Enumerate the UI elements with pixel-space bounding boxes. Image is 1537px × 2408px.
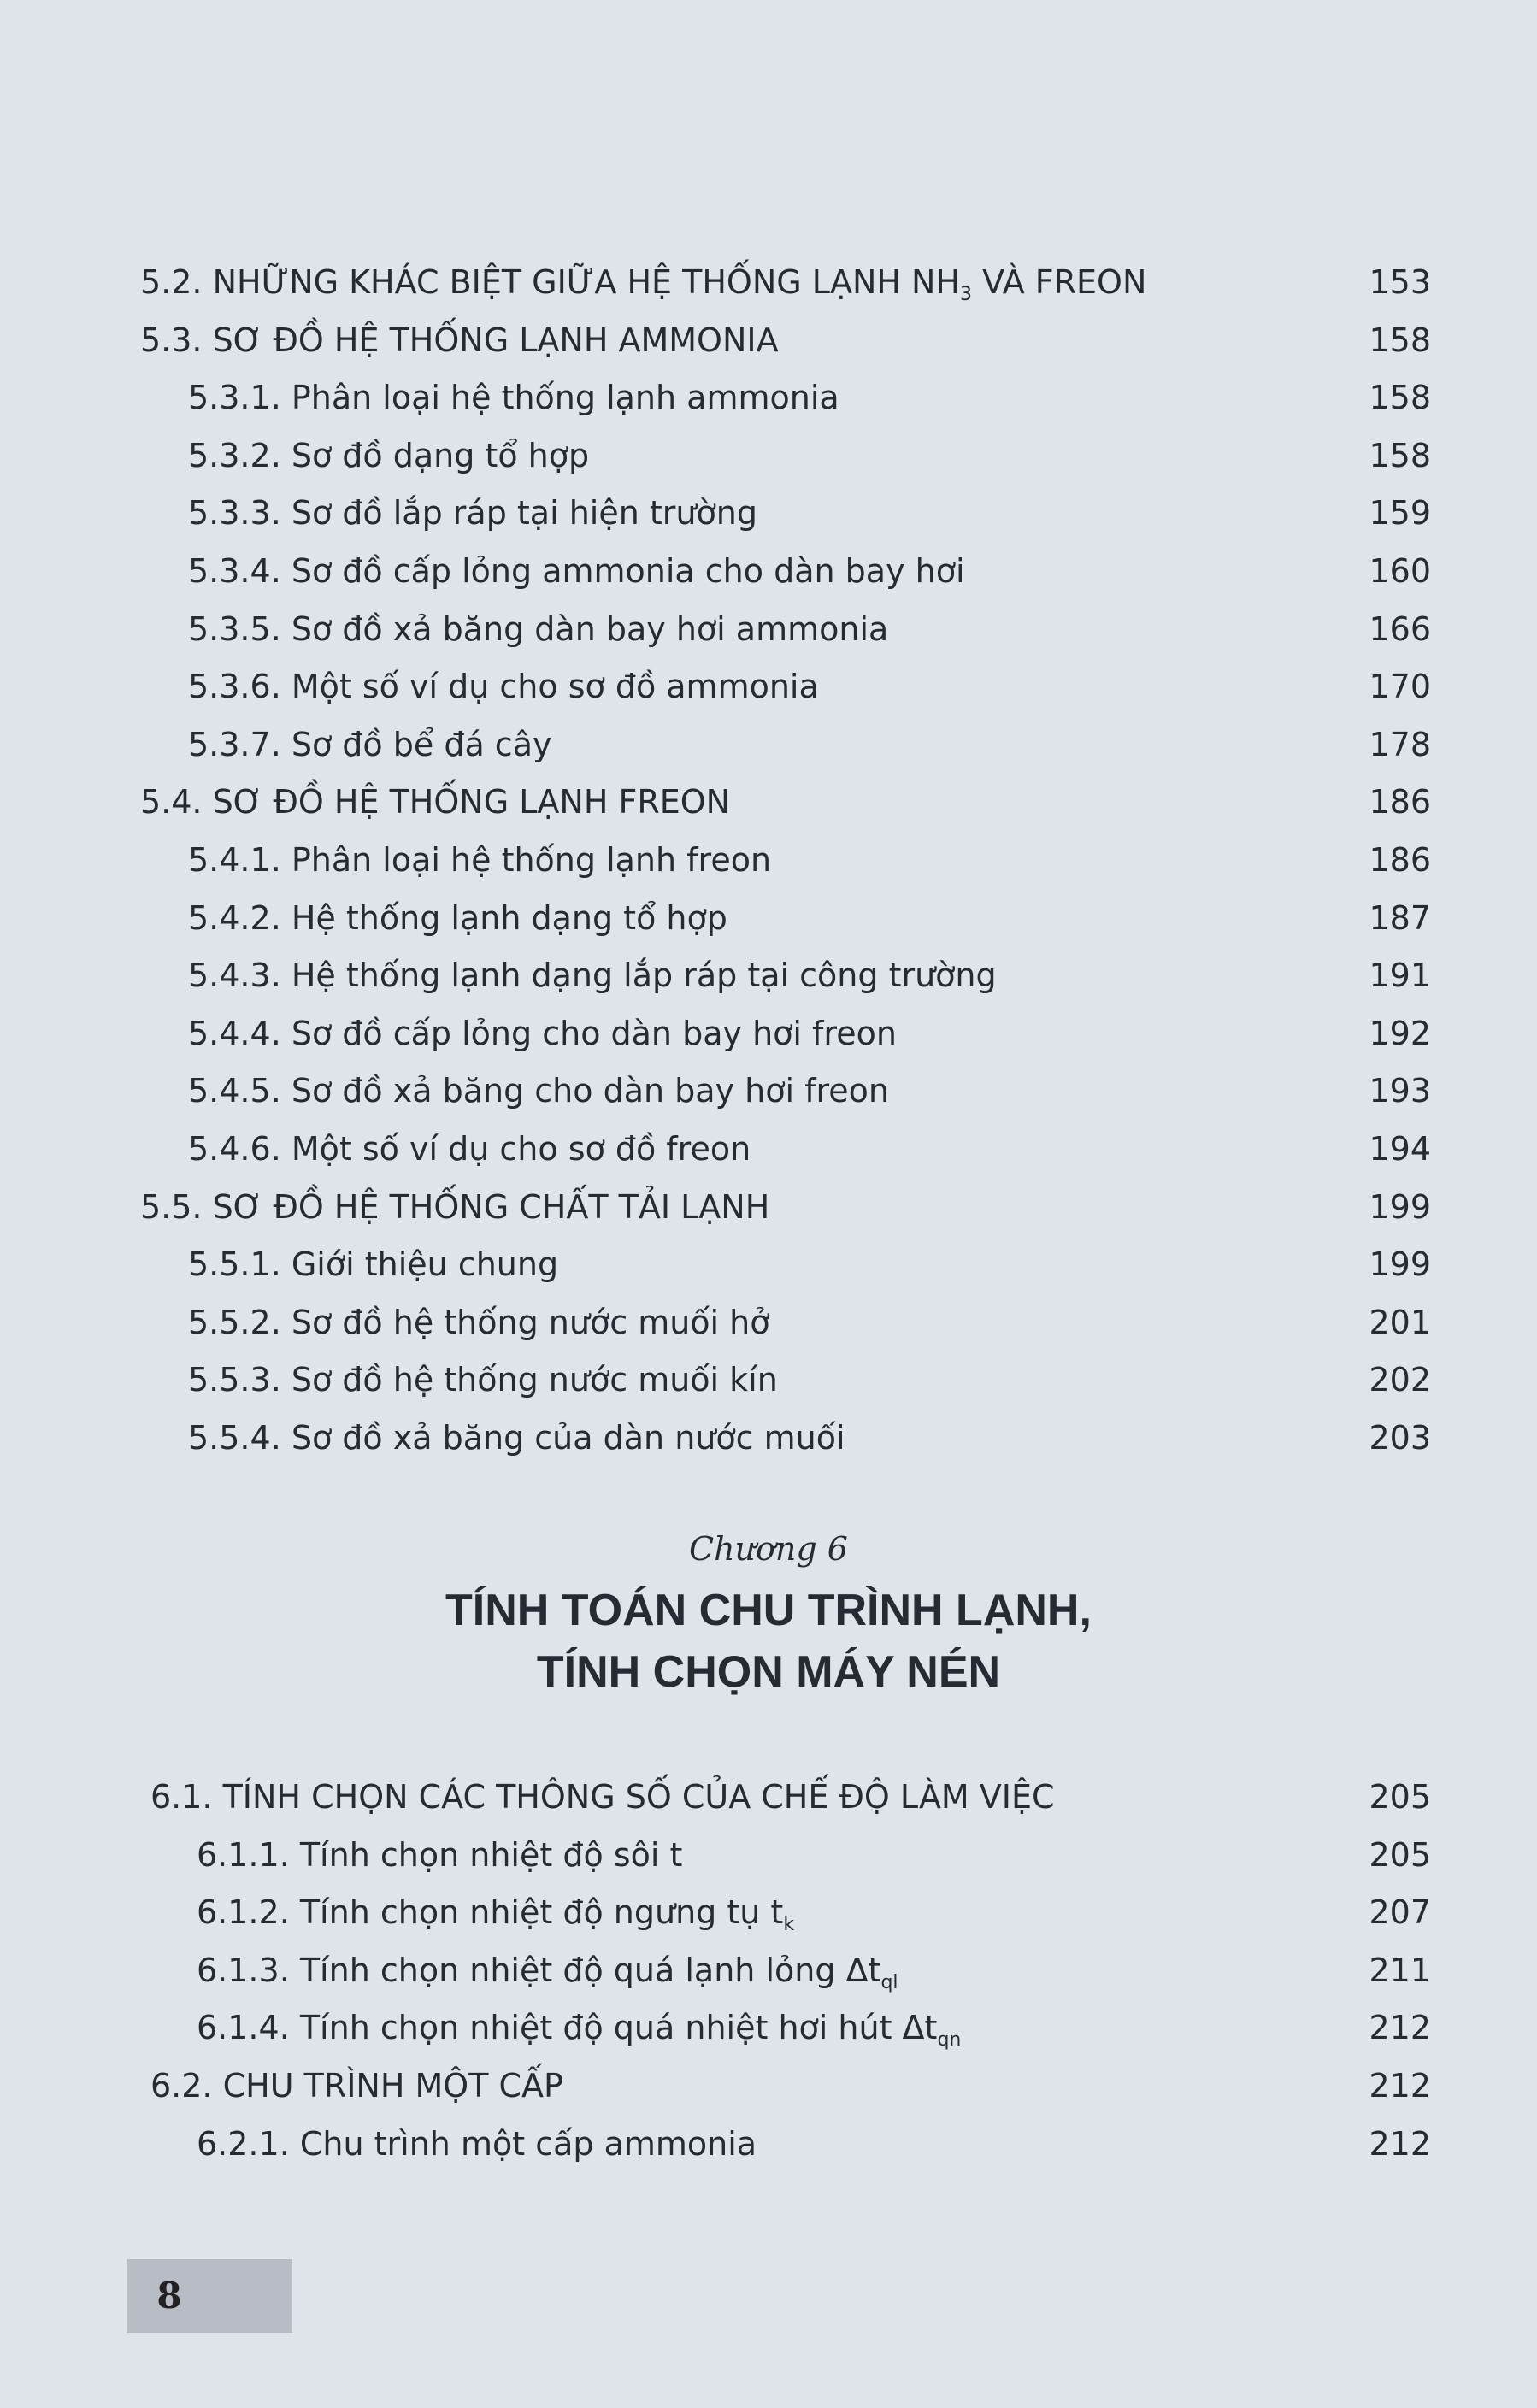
- toc-entry: [0, 487, 1537, 539]
- toc-entry-title: [197, 2118, 757, 2170]
- toc-entry-title-text: 6.2.1. Chu trình một cấp ammonia: [197, 2124, 757, 2163]
- toc-entry-page: 201: [1369, 1303, 1431, 1341]
- toc-entry: [0, 1771, 1537, 1822]
- toc-entry: [0, 430, 1537, 481]
- toc-entry: [0, 372, 1537, 423]
- toc-entry-title-text: 5.3.6. Một số ví dụ cho sơ đồ ammonia: [188, 668, 819, 706]
- toc-entry-title-text: 5.4.6. Một số ví dụ cho sơ đồ freon: [188, 1130, 751, 1168]
- toc-entry-page: 212: [1369, 2067, 1431, 2105]
- toc-entry-page: 212: [1369, 2009, 1431, 2047]
- toc-entry-title-text: 5.3.1. Phân loại hệ thống lạnh ammonia: [188, 379, 839, 417]
- toc-entry-title: [188, 1239, 558, 1290]
- toc-entry-title: [150, 2060, 563, 2111]
- toc-entry-page: 186: [1369, 841, 1431, 879]
- page-number-box: [127, 2259, 292, 2333]
- toc-entry: [0, 2060, 1537, 2111]
- toc-entry-title-text: 5.3.2. Sơ đồ dạng tổ hợp: [188, 436, 590, 474]
- toc-entry-title-text: 5.3.3. Sơ đồ lắp ráp tại hiện trường: [188, 494, 757, 533]
- toc-entry-title-text: 5.4.3. Hệ thống lạnh dạng lắp ráp tại công trường: [188, 957, 997, 995]
- toc-entry-title: [188, 719, 551, 770]
- chapter-title-line-2: TÍNH CHỌN MÁY NÉN: [536, 1647, 1001, 1697]
- toc-entry: [0, 892, 1537, 944]
- toc-entry-title-text: 5.4.2. Hệ thống lạnh dạng tổ hợp: [188, 898, 727, 937]
- toc-entry: [0, 1181, 1537, 1233]
- toc-entry-title: [188, 430, 589, 481]
- toc-entry-title: [188, 372, 839, 423]
- toc-entry-page: 159: [1369, 494, 1431, 533]
- toc-entry: [0, 1239, 1537, 1290]
- toc-entry-title-text: 5.4.4. Sơ đồ cấp lỏng cho dàn bay hơi freon: [188, 1014, 897, 1052]
- toc-entry-title: [188, 487, 757, 539]
- toc-entry-title-text: 5.5.3. Sơ đồ hệ thống nước muối kín: [188, 1361, 778, 1399]
- toc-entry: [0, 776, 1537, 827]
- toc-entry-page: 186: [1369, 783, 1431, 821]
- toc-entry: [0, 719, 1537, 770]
- toc-entry: [0, 315, 1537, 366]
- toc-entry-title-text: 5.4.5. Sơ đồ xả băng cho dàn bay hơi freon: [188, 1072, 889, 1110]
- toc-entry-title-text: 5.5.2. Sơ đồ hệ thống nước muối hở: [188, 1303, 770, 1341]
- toc-entry-title-text: 5.4. SƠ ĐỒ HỆ THỐNG LẠNH FREON: [140, 783, 731, 821]
- toc-entry-page: 158: [1369, 321, 1431, 359]
- toc-entry: [0, 950, 1537, 1001]
- toc-entry-title-text: 5.4.1. Phân loại hệ thống lạnh freon: [188, 841, 772, 879]
- toc-entry-page: 178: [1369, 725, 1431, 763]
- toc-entry-page: 199: [1369, 1245, 1431, 1284]
- toc-entry-page: 191: [1369, 957, 1431, 995]
- toc-entry-title-text: 5.3.5. Sơ đồ xả băng dàn bay hơi ammonia: [188, 609, 889, 648]
- toc-entry-page: 187: [1369, 898, 1431, 937]
- toc-entry-title: [197, 1829, 682, 1881]
- toc-entry: [0, 1887, 1537, 1938]
- chapter-title-line-1: TÍNH TOÁN CHU TRÌNH LẠNH,: [445, 1586, 1092, 1635]
- toc-entry: [0, 1945, 1537, 1996]
- toc-entry-title-text: 5.5. SƠ ĐỒ HỆ THỐNG CHẤT TẢI LẠNH: [140, 1187, 770, 1226]
- toc-entry-title: [150, 1771, 1055, 1822]
- toc-entry-title: [188, 1297, 770, 1348]
- toc-entry-title: [188, 834, 771, 886]
- toc-entry-subscript: qn: [937, 2029, 962, 2052]
- page-number: 8: [156, 2275, 182, 2317]
- toc-entry-title: [188, 603, 888, 655]
- toc-entry-title: [188, 1123, 751, 1175]
- toc-entry-title-text: 6.1.4. Tính chọn nhiệt độ quá nhiệt hơi hút Δt: [197, 2009, 938, 2047]
- toc-entry-subscript: k: [783, 1914, 795, 1936]
- chapter-label: Chương 6: [689, 1530, 848, 1568]
- toc-entry-page: 207: [1369, 1893, 1431, 1932]
- toc-entry-title-text: 5.5.4. Sơ đồ xả băng của dàn nước muối: [188, 1419, 845, 1457]
- toc-entry-page: 192: [1369, 1014, 1431, 1052]
- toc-entry-page: 160: [1369, 552, 1431, 590]
- toc-entry-title: [188, 1008, 897, 1059]
- toc-entry: [0, 1065, 1537, 1116]
- toc-entry-page: 193: [1369, 1072, 1431, 1110]
- toc-entry-title-text: 5.5.1. Giới thiệu chung: [188, 1245, 559, 1284]
- toc-entry-title-text: 6.2. CHU TRÌNH MỘT CẤP: [150, 2067, 563, 2105]
- toc-entry-page: 203: [1369, 1419, 1431, 1457]
- toc-entry-title-text: 6.1.3. Tính chọn nhiệt độ quá lạnh lỏng Δt: [197, 1951, 881, 1989]
- toc-entry-page: 158: [1369, 379, 1431, 417]
- toc-entry-page: 199: [1369, 1187, 1431, 1226]
- toc-entry: [0, 603, 1537, 655]
- toc-entry-title: [188, 1412, 845, 1463]
- toc-entry: [0, 1008, 1537, 1059]
- toc-entry-title-suffix: VÀ FREON: [972, 263, 1147, 301]
- toc-entry-title: [197, 2002, 961, 2053]
- toc-entry-page: 205: [1369, 1835, 1431, 1874]
- toc-entry-subscript: ql: [880, 1971, 898, 1993]
- toc-entry-title-text: 5.3.7. Sơ đồ bể đá cây: [188, 725, 552, 763]
- toc-entry-title: [140, 256, 1146, 308]
- toc-entry-page: 202: [1369, 1361, 1431, 1399]
- toc-entry-page: 211: [1369, 1951, 1431, 1989]
- toc-entry: [0, 834, 1537, 886]
- toc-entry: [0, 1297, 1537, 1348]
- toc-entry-title: [188, 1065, 889, 1116]
- toc-entry-title: [140, 1181, 769, 1233]
- toc-entry-title: [140, 315, 779, 366]
- toc-entry-title-text: 6.1.1. Tính chọn nhiệt độ sôi t: [197, 1835, 683, 1874]
- toc-entry: [0, 2118, 1537, 2170]
- toc-entry-title: [140, 776, 730, 827]
- toc-entry: [0, 256, 1537, 308]
- toc-entry: [0, 1829, 1537, 1881]
- toc-entry-title: [188, 661, 819, 712]
- toc-entry-page: 205: [1369, 1778, 1431, 1816]
- toc-entry-page: 212: [1369, 2124, 1431, 2163]
- toc-entry-title-text: 5.3. SƠ ĐỒ HỆ THỐNG LẠNH AMMONIA: [140, 321, 779, 359]
- toc-entry-page: 194: [1369, 1130, 1431, 1168]
- toc-entry-title: [197, 1887, 794, 1938]
- toc-entry-title: [188, 950, 997, 1001]
- toc-entry: [0, 2002, 1537, 2053]
- toc-entry-page: 170: [1369, 668, 1431, 706]
- toc-entry-title: [188, 892, 727, 944]
- toc-entry-title-text: 5.2. NHỮNG KHÁC BIỆT GIỮA HỆ THỐNG LẠNH NH: [140, 263, 961, 301]
- toc-entry-title: [188, 545, 965, 597]
- toc-entry-page: 158: [1369, 436, 1431, 474]
- toc-entry: [0, 661, 1537, 712]
- toc-entry-page: 166: [1369, 609, 1431, 648]
- toc-entry-subscript: 3: [960, 284, 973, 305]
- toc-entry-title-text: 6.1.2. Tính chọn nhiệt độ ngưng tụ t: [197, 1893, 784, 1932]
- toc-entry: [0, 545, 1537, 597]
- toc-entry-title: [188, 1354, 778, 1405]
- toc-entry: [0, 1412, 1537, 1463]
- toc-entry: [0, 1123, 1537, 1175]
- toc-entry-title-text: 6.1. TÍNH CHỌN CÁC THÔNG SỐ CỦA CHẾ ĐỘ LÀM VIỆC: [150, 1778, 1055, 1816]
- toc-entry-page: 153: [1369, 263, 1431, 301]
- toc-entry-title-text: 5.3.4. Sơ đồ cấp lỏng ammonia cho dàn bay hơi: [188, 552, 965, 590]
- toc-entry-title: [197, 1945, 898, 1996]
- toc-entry: [0, 1354, 1537, 1405]
